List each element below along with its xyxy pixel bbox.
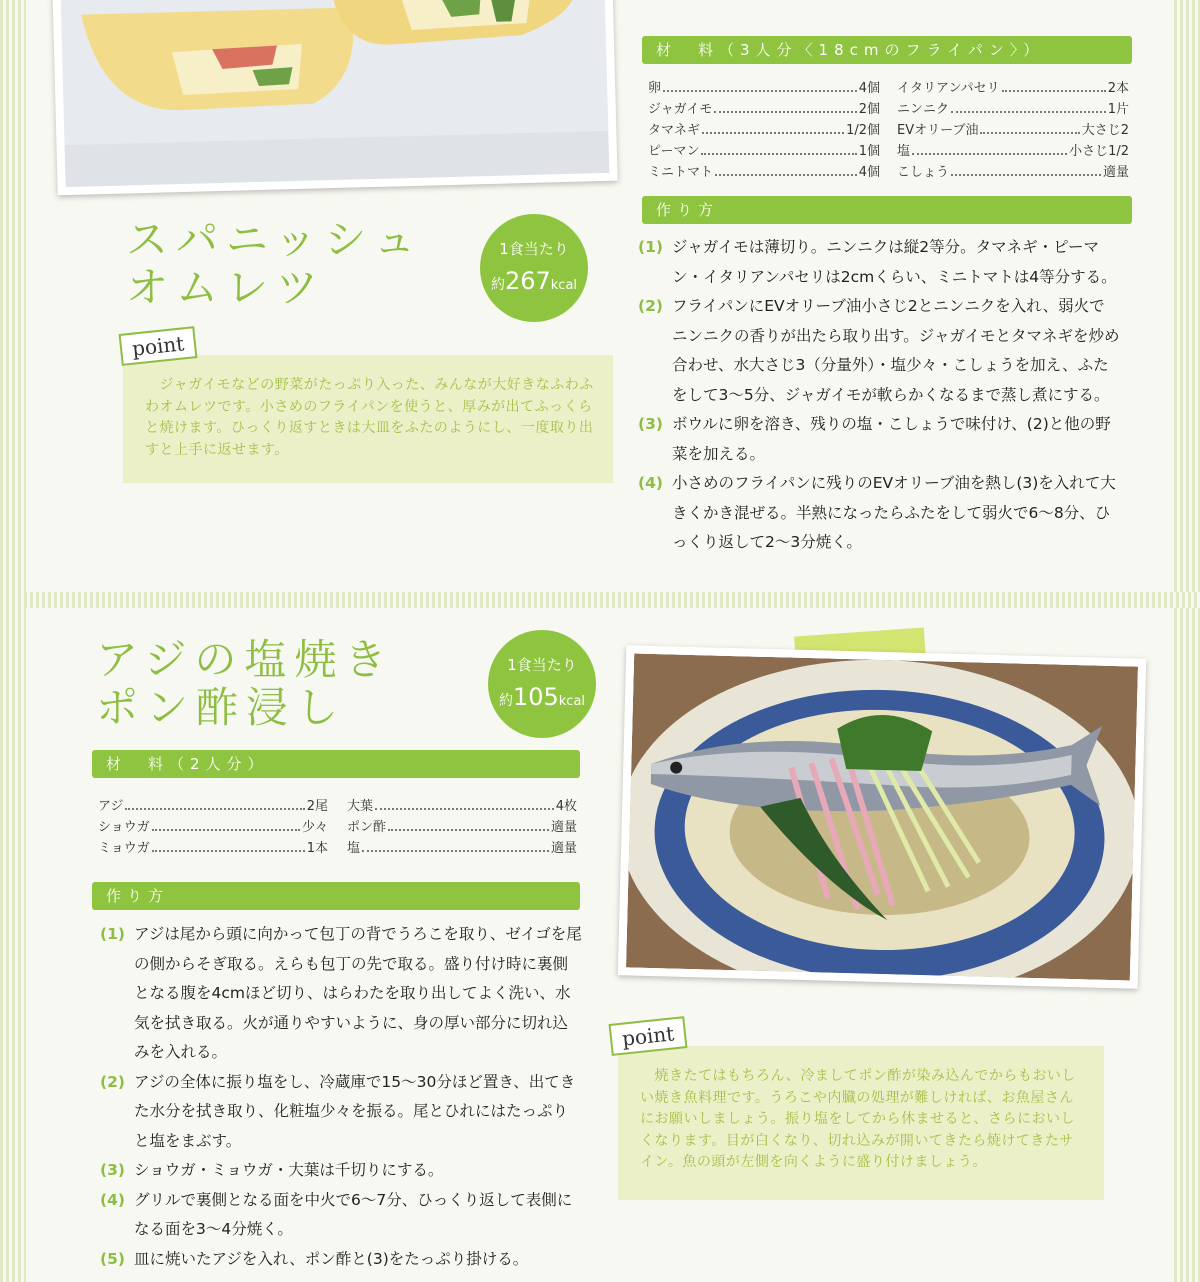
dotted-leader bbox=[980, 120, 1079, 134]
step-number: (4) bbox=[638, 474, 663, 492]
recipe2-calorie-badge bbox=[488, 630, 596, 738]
step-text: 小さめのフライパンに残りのEVオリーブ油を熱し(3)を入れて大きくかき混ぜる。半熟になったらふたをして弱火で6〜8分、ひっくり返して2〜3分焼く。 bbox=[672, 474, 1116, 551]
ingredient-row bbox=[648, 162, 880, 183]
calorie-prefix: 約 bbox=[490, 277, 505, 293]
ingredient-quantity: 1/2個 bbox=[846, 123, 880, 138]
step-text: アジの全体に振り塩をし、冷蔵庫で15〜30分ほど置き、出てきた水分を拭き取り、化粧塩少々を振る。尾とひれにはたっぷりと塩をまぶす。 bbox=[134, 1072, 576, 1150]
recipe1-point-tag: point bbox=[119, 326, 198, 366]
step-number: (2) bbox=[100, 1072, 125, 1091]
omelette-photo bbox=[52, 0, 617, 195]
ingredient-name: 卵 bbox=[648, 81, 662, 96]
ingredient-row bbox=[648, 99, 880, 120]
dotted-leader bbox=[714, 99, 856, 113]
ingredient-name: タマネギ bbox=[648, 123, 701, 138]
dotted-leader bbox=[951, 162, 1101, 176]
ingredient-row bbox=[897, 78, 1129, 99]
ingredient-row bbox=[897, 120, 1129, 141]
ingredient-quantity: 適量 bbox=[550, 820, 577, 835]
recipe2-point-text: 焼きたてはもちろん、冷ましてポン酢が染み込んでからもおいしい焼き魚料理です。うろこや内臓の処理が難しければ、お魚屋さんにお願いしましょう。振り塩をしてから休ませると、さらにおいしくなります。目が白くなり、切れ込みが開いてきたら焼けてきたサイン。魚の頭が左側を向くように盛り付けましょう。 bbox=[640, 1068, 1076, 1170]
ingredient-quantity: 2本 bbox=[1107, 81, 1129, 96]
recipe2-method-header: 作り方 bbox=[92, 882, 580, 910]
calorie-label: 1食当たり bbox=[499, 240, 569, 258]
ingredient-quantity: 4個 bbox=[858, 81, 880, 96]
ingredient-name: ジャガイモ bbox=[648, 102, 713, 117]
method-step bbox=[100, 1245, 582, 1275]
ingredient-name: ミニトマト bbox=[648, 165, 714, 180]
recipe1-calorie-badge bbox=[480, 214, 588, 322]
calorie-label: 1食当たり bbox=[507, 656, 577, 674]
ingredient-name: ニンニク bbox=[897, 102, 950, 117]
step-number: (2) bbox=[638, 297, 663, 315]
ingredient-name: EVオリーブ油 bbox=[897, 123, 979, 138]
dotted-leader bbox=[388, 817, 549, 831]
ingredient-quantity: 小さじ1/2 bbox=[1069, 144, 1129, 159]
dotted-leader bbox=[912, 141, 1067, 155]
recipe1-title-line1: スパニッシュ bbox=[126, 215, 424, 264]
recipe1-point-text: ジャガイモなどの野菜がたっぷり入った、みんなが大好きなふわふわオムレツです。小さめのフライパンを使うと、厚みが出てふっくらと焼けます。ひっくり返すときは大皿をふたのようにし、一度取り出すと上手に返せます。 bbox=[145, 377, 594, 458]
step-text: フライパンにEVオリーブ油小さじ2とニンニクを入れ、弱火でニンニクの香りが出たら取り出す。ジャガイモとタマネギを炒め合わせ、水大さじ3（分量外）・塩少々・こしょうを加え、ふたをして3〜5分、ジャガイモが軟らかくなるまで蒸し煮にする。 bbox=[672, 297, 1120, 404]
ingredient-row bbox=[347, 817, 577, 838]
dotted-leader bbox=[663, 78, 857, 92]
horse-mackerel-photo bbox=[618, 645, 1146, 988]
recipe1-ingredients-header: 材 料（3人分〈18cmのフライパン〉） bbox=[642, 36, 1132, 64]
dotted-leader bbox=[702, 120, 844, 134]
recipe1-ingredients-right bbox=[897, 78, 1129, 183]
ingredient-row bbox=[98, 796, 328, 817]
step-number: (5) bbox=[100, 1249, 125, 1268]
recipe2-ingredients-left bbox=[98, 796, 328, 859]
step-text: ジャガイモは薄切り。ニンニクは縦2等分。タマネギ・ピーマン・イタリアンパセリは2cmくらい、ミニトマトは4等分する。 bbox=[672, 238, 1117, 286]
calorie-unit: kcal bbox=[550, 278, 578, 293]
ingredient-name: アジ bbox=[98, 799, 124, 814]
method-step bbox=[638, 292, 1120, 410]
ingredient-row bbox=[347, 838, 577, 859]
ingredient-name: こしょう bbox=[897, 165, 950, 180]
ingredient-quantity: 少々 bbox=[301, 820, 328, 835]
calorie-value bbox=[480, 267, 588, 295]
ingredient-row bbox=[648, 141, 880, 162]
step-number: (4) bbox=[100, 1190, 125, 1209]
ingredient-quantity: 大さじ2 bbox=[1081, 123, 1129, 138]
step-text: アジは尾から頭に向かって包丁の背でうろこを取り、ゼイゴを尾の側からそぎ取る。えらも包丁の先で取る。盛り付け時に裏側となる腹を4cmほど切り、はらわたを取り出してよく洗い、水気を拭き取る。火が通りやすいように、身の厚い部分に切れ込みを入れる。 bbox=[134, 925, 582, 1061]
recipe2-title-line1: アジの塩焼き bbox=[96, 635, 395, 684]
ingredient-name: ポン酢 bbox=[347, 820, 387, 835]
ingredient-name: 塩 bbox=[897, 144, 911, 159]
section-divider-stripe bbox=[0, 592, 1200, 608]
recipe2-title bbox=[96, 636, 394, 732]
recipe1-title-line2: オムレツ bbox=[126, 263, 327, 312]
step-number: (3) bbox=[100, 1161, 125, 1179]
ingredient-quantity: 4個 bbox=[858, 165, 880, 180]
ingredient-quantity: 4枚 bbox=[555, 799, 577, 814]
dotted-leader bbox=[152, 838, 305, 852]
recipe2-point-tag: point bbox=[609, 1016, 688, 1056]
dotted-leader bbox=[951, 99, 1106, 113]
calorie-number: 105 bbox=[512, 683, 559, 711]
ingredient-row bbox=[98, 838, 328, 859]
method-step bbox=[638, 410, 1120, 469]
recipe2-steps bbox=[100, 920, 582, 1274]
calorie-number: 267 bbox=[504, 267, 551, 295]
recipe1-ingredients-left bbox=[648, 78, 880, 183]
ingredient-name: イタリアンパセリ bbox=[897, 81, 1000, 96]
step-number: (3) bbox=[638, 415, 663, 433]
dotted-leader bbox=[375, 796, 554, 810]
method-step bbox=[638, 469, 1120, 558]
dotted-leader bbox=[715, 162, 857, 176]
ingredient-name: ミョウガ bbox=[98, 841, 150, 856]
ingredient-row bbox=[648, 78, 880, 99]
recipe1-steps bbox=[638, 233, 1120, 558]
dotted-leader bbox=[125, 796, 304, 810]
ingredient-quantity: 1本 bbox=[306, 841, 328, 856]
ingredient-name: 塩 bbox=[347, 841, 361, 856]
ingredient-row bbox=[897, 141, 1129, 162]
ingredient-row bbox=[98, 817, 328, 838]
step-text: ボウルに卵を溶き、残りの塩・こしょうで味付け、(2)と他の野菜を加える。 bbox=[672, 415, 1111, 463]
method-step bbox=[100, 1068, 582, 1157]
ingredient-name: 大葉 bbox=[347, 799, 374, 814]
calorie-value bbox=[488, 683, 596, 711]
ingredient-row bbox=[897, 99, 1129, 120]
right-stripe-border bbox=[1174, 0, 1200, 1282]
step-text: グリルで裏側となる面を中火で6〜7分、ひっくり返して表側になる面を3〜4分焼く。 bbox=[134, 1190, 573, 1238]
recipe1-point-box bbox=[123, 355, 613, 483]
calorie-unit: kcal bbox=[558, 694, 586, 709]
ingredient-row bbox=[648, 120, 880, 141]
ingredient-name: ショウガ bbox=[98, 820, 150, 835]
recipe2-ingredients-right bbox=[347, 796, 577, 859]
recipe2-point-box bbox=[618, 1046, 1104, 1200]
ingredient-name: ピーマン bbox=[648, 144, 700, 159]
ingredient-quantity: 1片 bbox=[1107, 102, 1129, 117]
recipe1-title bbox=[126, 216, 423, 312]
ingredient-quantity: 適量 bbox=[1102, 165, 1129, 180]
ingredient-row bbox=[347, 796, 577, 817]
ingredient-quantity: 適量 bbox=[550, 841, 577, 856]
step-number: (1) bbox=[638, 238, 663, 256]
method-step bbox=[638, 233, 1120, 292]
step-text: ショウガ・ミョウガ・大葉は千切りにする。 bbox=[134, 1161, 444, 1179]
left-stripe-border bbox=[0, 0, 26, 1282]
recipe2-title-line2: ポン酢浸し bbox=[96, 683, 347, 732]
method-step bbox=[100, 920, 582, 1068]
dotted-leader bbox=[701, 141, 856, 155]
recipe2-ingredients-header: 材 料（2人分） bbox=[92, 750, 580, 778]
calorie-prefix: 約 bbox=[498, 693, 513, 709]
ingredient-row bbox=[897, 162, 1129, 183]
ingredient-quantity: 2個 bbox=[858, 102, 880, 117]
step-number: (1) bbox=[100, 925, 125, 943]
method-step bbox=[100, 1186, 582, 1245]
recipe1-method-header: 作り方 bbox=[642, 196, 1132, 224]
dotted-leader bbox=[152, 817, 300, 831]
dotted-leader bbox=[362, 838, 549, 852]
step-text: 皿に焼いたアジを入れ、ポン酢と(3)をたっぷり掛ける。 bbox=[134, 1249, 529, 1268]
ingredient-quantity: 2尾 bbox=[306, 799, 328, 814]
method-step bbox=[100, 1156, 582, 1186]
dotted-leader bbox=[1002, 78, 1106, 92]
ingredient-quantity: 1個 bbox=[858, 144, 880, 159]
